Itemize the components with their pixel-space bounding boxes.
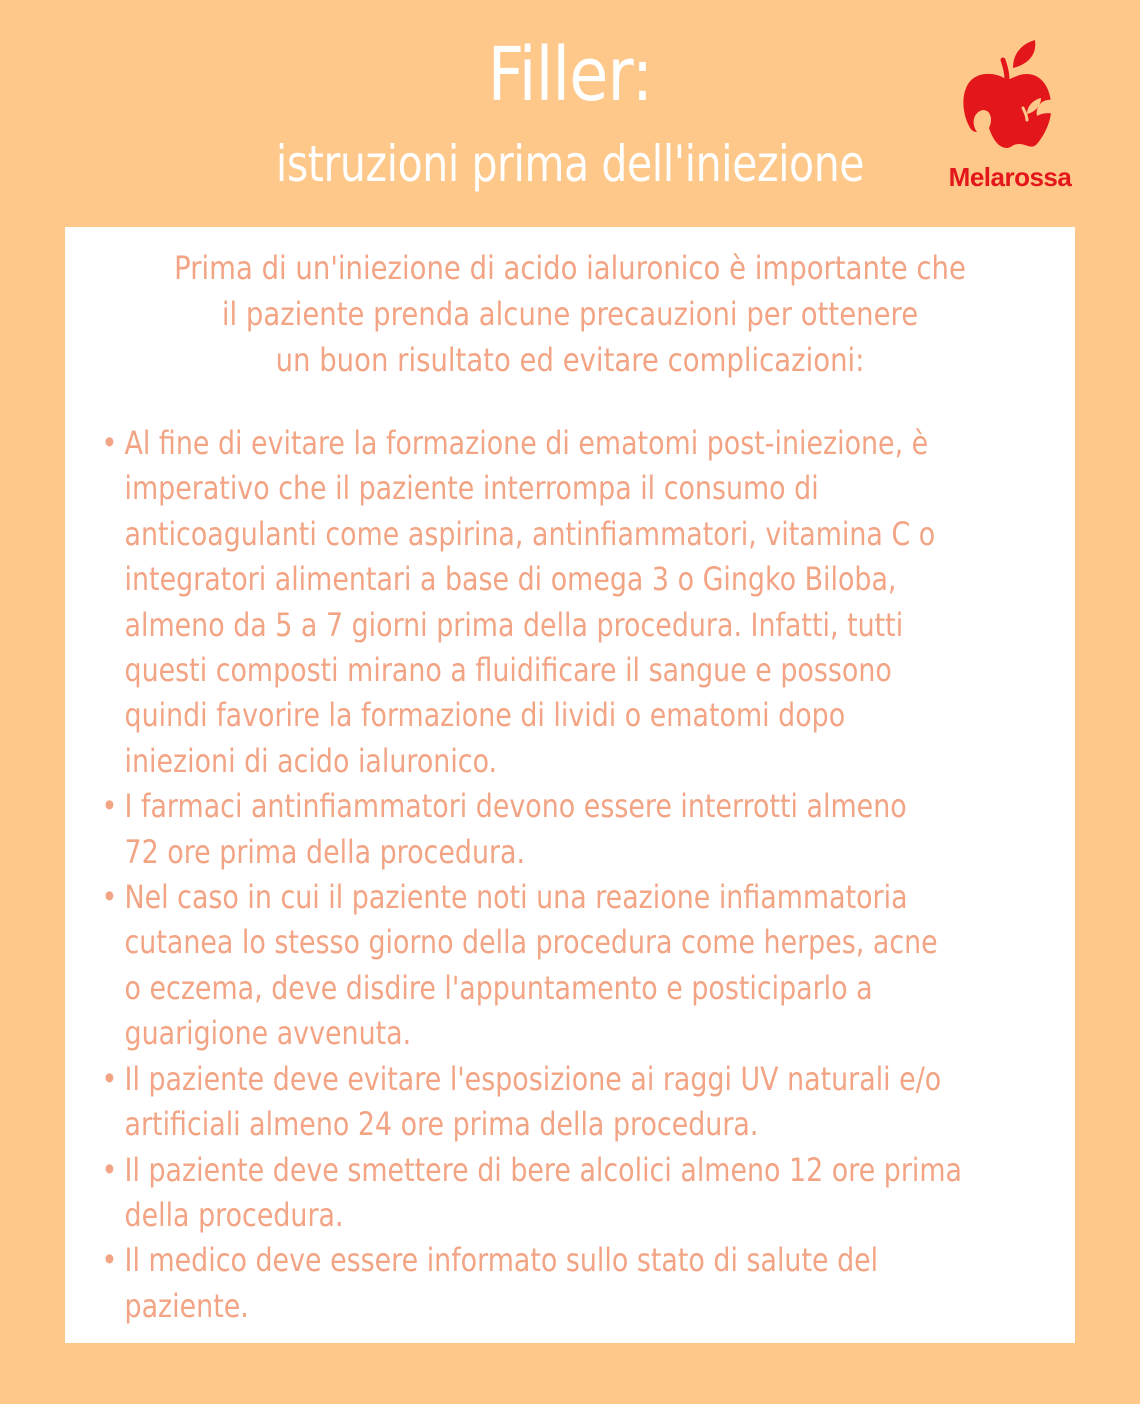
brand-logo bbox=[935, 40, 1085, 200]
list-item: • I farmaci antinfiammatori devono essere interrotti almeno 72 ore prima della procedura. bbox=[101, 784, 1025, 875]
list-item: • Il medico deve essere informato sullo stato di salute del paziente. bbox=[101, 1238, 1025, 1329]
bullet-icon: • bbox=[101, 878, 118, 917]
bullet-icon: • bbox=[101, 424, 118, 462]
bullet-icon: • bbox=[101, 1059, 118, 1098]
page-subtitle: istruzioni prima dell'iniezione bbox=[275, 135, 865, 193]
list-item: • Nel caso in cui il paziente noti una reazione infiammatoria cutanea lo stesso giorno della procedura come herpes, acne o eczema, deve disdire l'appuntamento e posticiparlo a guarigione avvenuta. bbox=[101, 875, 1025, 1057]
instructions-list bbox=[101, 421, 1025, 1329]
intro-paragraph bbox=[136, 245, 1005, 383]
brand-name: Melarossa bbox=[948, 162, 1072, 192]
bullet-icon: • bbox=[101, 1241, 118, 1280]
list-item: • Il paziente deve smettere di bere alcolici almeno 12 ore prima della procedura. bbox=[101, 1148, 1025, 1239]
intro-line: un buon risultato ed evitare complicazioni: bbox=[275, 341, 865, 379]
list-item: • Il paziente deve evitare l'esposizione ai raggi UV naturali e/o artificiali almeno 24 ore prima della procedura. bbox=[101, 1057, 1025, 1148]
bullet-icon: • bbox=[101, 1150, 118, 1189]
intro-line: il paziente prenda alcune precauzioni per ottenere bbox=[221, 295, 919, 333]
apple-icon bbox=[961, 40, 1053, 152]
content-panel bbox=[65, 227, 1075, 1343]
page-title: Filler: bbox=[487, 32, 653, 118]
intro-line: Prima di un'iniezione di acido ialuronico è importante che bbox=[174, 249, 966, 287]
header bbox=[0, 0, 1140, 227]
list-item: • Al fine di evitare la formazione di ematomi post-iniezione, è imperativo che il paziente interrompa il consumo di anticoagulanti come aspirina, antinfiammatori, vitamina C o integratori alimentari a base di omega 3 o Gingko Biloba, almeno da 5 a 7 giorni prima della procedura. Infatti, tutti questi composti mirano a fluidificare il sangue e possono quindi favorire la formazione di lividi o ematomi dopo iniezioni di acido ialuronico. bbox=[101, 421, 1025, 784]
bullet-icon: • bbox=[101, 787, 118, 826]
